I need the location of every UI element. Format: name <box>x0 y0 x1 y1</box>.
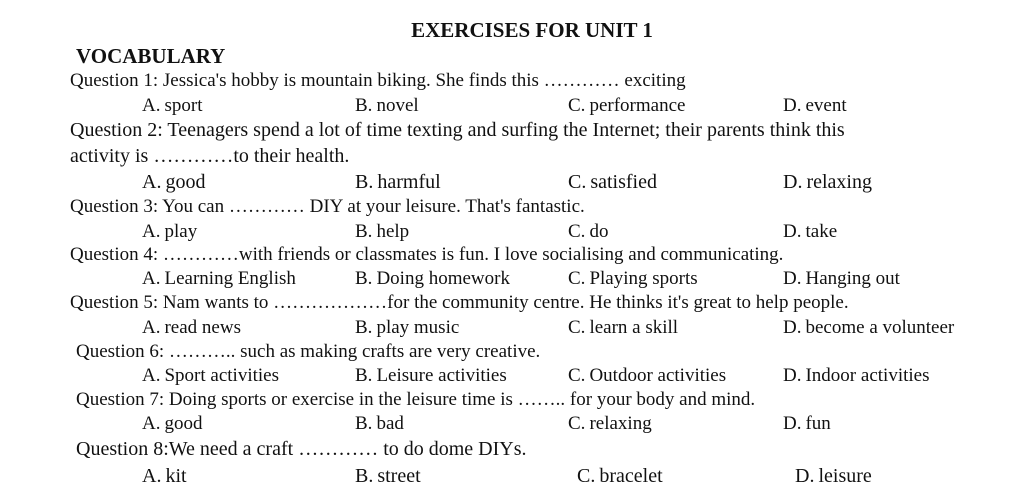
option-text: Leisure activities <box>376 365 507 386</box>
answer-option-d <box>795 465 872 488</box>
answer-option-b <box>355 221 409 243</box>
answer-option-c <box>577 465 663 488</box>
option-letter: C. <box>577 465 596 487</box>
option-text: harmful <box>377 171 441 193</box>
answer-option-d <box>783 95 847 117</box>
option-letter: D. <box>783 365 802 386</box>
question-stem: Question 8:We need a craft ………… to do dome DIYs. <box>76 438 527 460</box>
option-text: Indoor activities <box>805 365 930 386</box>
answer-option-d <box>783 365 929 387</box>
option-text: become a volunteer <box>805 317 955 338</box>
answer-option-b <box>355 171 441 194</box>
answer-option-c <box>568 221 608 243</box>
option-text: event <box>805 95 847 116</box>
answer-option-d <box>783 413 831 435</box>
option-letter: C. <box>568 268 586 289</box>
option-text: fun <box>805 413 831 434</box>
option-letter: D. <box>783 221 802 242</box>
option-text: do <box>589 221 609 242</box>
answer-option-c <box>568 413 652 435</box>
option-letter: A. <box>142 268 161 289</box>
question-stem: Question 3: You can ………… DIY at your leisure. That's fantastic. <box>70 196 585 217</box>
option-text: take <box>805 221 838 242</box>
option-text: Hanging out <box>805 268 900 289</box>
option-letter: D. <box>783 171 803 193</box>
answer-option-a <box>142 317 241 339</box>
option-letter: B. <box>355 95 373 116</box>
answer-option-c <box>568 317 678 339</box>
question-stem: Question 1: Jessica's hobby is mountain biking. She finds this ………… exciting <box>70 70 686 91</box>
answer-option-b <box>355 268 510 290</box>
answer-option-c <box>568 268 698 290</box>
option-text: learn a skill <box>589 317 679 338</box>
answer-option-a <box>142 365 279 387</box>
option-letter: C. <box>568 171 587 193</box>
answer-option-b <box>355 465 421 488</box>
option-text: Playing sports <box>589 268 698 289</box>
option-text: Learning English <box>164 268 296 289</box>
option-text: relaxing <box>589 413 652 434</box>
option-letter: A. <box>142 95 161 116</box>
question-stem: Question 6: ……….. such as making crafts are very creative. <box>76 341 541 362</box>
option-text: Outdoor activities <box>589 365 727 386</box>
option-letter: C. <box>568 317 586 338</box>
option-letter: D. <box>783 95 802 116</box>
option-text: Sport activities <box>164 365 279 386</box>
option-text: performance <box>589 95 686 116</box>
option-text: bracelet <box>599 465 663 487</box>
option-text: novel <box>376 95 419 116</box>
option-letter: A. <box>142 171 162 193</box>
option-text: sport <box>164 95 203 116</box>
answer-option-b <box>355 413 404 435</box>
option-letter: B. <box>355 365 373 386</box>
question-stem: Question 5: Nam wants to ………………for the community centre. He thinks it's great to help people. <box>70 292 849 313</box>
answer-option-b <box>355 365 507 387</box>
answer-option-d <box>783 221 837 243</box>
option-letter: C. <box>568 365 586 386</box>
question-stem: Question 2: Teenagers spend a lot of time texting and surfing the Internet; their parents think this <box>70 119 845 141</box>
section-heading: VOCABULARY <box>76 44 226 68</box>
option-letter: C. <box>568 221 586 242</box>
option-letter: D. <box>783 317 802 338</box>
answer-option-d <box>783 171 872 194</box>
option-text: Doing homework <box>376 268 510 289</box>
option-text: good <box>165 171 206 193</box>
answer-option-d <box>783 268 900 290</box>
option-letter: D. <box>795 465 815 487</box>
option-letter: B. <box>355 413 373 434</box>
option-text: street <box>377 465 421 487</box>
question-stem: Question 7: Doing sports or exercise in the leisure time is …….. for your body and mind. <box>76 389 756 410</box>
option-text: play <box>164 221 198 242</box>
answer-option-a <box>142 465 187 488</box>
question-stem: activity is …………to their health. <box>70 145 350 167</box>
option-text: kit <box>165 465 187 487</box>
option-letter: B. <box>355 171 374 193</box>
option-letter: A. <box>142 365 161 386</box>
answer-option-c <box>568 171 657 194</box>
answer-option-a <box>142 413 202 435</box>
option-text: read news <box>164 317 241 338</box>
answer-option-c <box>568 95 685 117</box>
option-letter: B. <box>355 221 373 242</box>
option-letter: D. <box>783 268 802 289</box>
answer-option-a <box>142 268 296 290</box>
option-text: bad <box>376 413 404 434</box>
answer-option-d <box>783 317 954 339</box>
answer-option-c <box>568 365 726 387</box>
option-letter: A. <box>142 413 161 434</box>
page-title: EXERCISES FOR UNIT 1 <box>411 18 653 42</box>
option-letter: C. <box>568 413 586 434</box>
option-text: relaxing <box>806 171 872 193</box>
question-stem: Question 4: …………with friends or classmates is fun. I love socialising and communicating. <box>70 244 784 265</box>
option-letter: A. <box>142 465 162 487</box>
answer-option-a <box>142 221 197 243</box>
option-letter: A. <box>142 221 161 242</box>
answer-option-a <box>142 95 202 117</box>
option-text: good <box>164 413 203 434</box>
answer-option-b <box>355 317 459 339</box>
option-letter: A. <box>142 317 161 338</box>
option-letter: D. <box>783 413 802 434</box>
option-letter: B. <box>355 317 373 338</box>
option-text: help <box>376 221 410 242</box>
option-letter: C. <box>568 95 586 116</box>
option-letter: B. <box>355 465 374 487</box>
option-text: satisfied <box>590 171 657 193</box>
option-text: leisure <box>818 465 872 487</box>
option-text: play music <box>376 317 460 338</box>
option-letter: B. <box>355 268 373 289</box>
answer-option-a <box>142 171 205 194</box>
answer-option-b <box>355 95 419 117</box>
